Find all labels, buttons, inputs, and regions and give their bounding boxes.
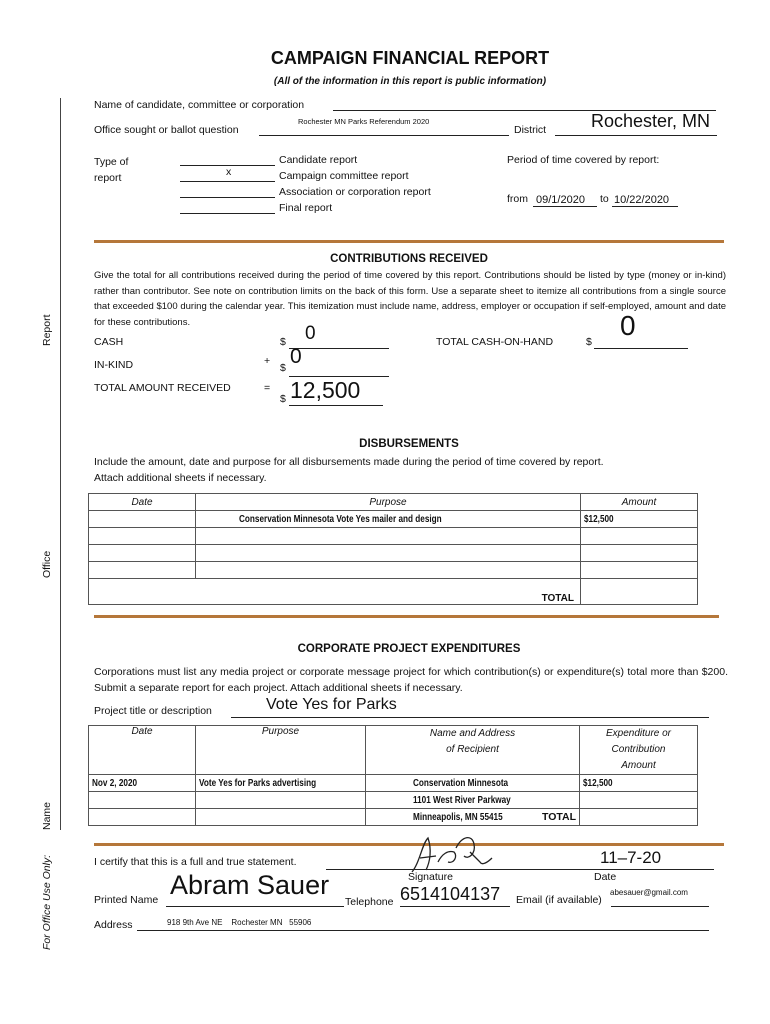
inkind-plus: + — [264, 355, 271, 367]
telephone-value: 6514104137 — [400, 884, 501, 904]
row-purpose-text: Conservation Minnesota Vote Yes mailer and design — [239, 513, 442, 525]
office-value: Rochester MN Parks Referendum 2020 — [298, 117, 430, 126]
disbursements-body-2: Attach additional sheets if necessary. — [94, 472, 267, 484]
email-value: abesauer@gmail.com — [610, 888, 688, 897]
cash-field[interactable] — [289, 347, 389, 349]
row-recipient[interactable] — [366, 792, 580, 809]
row-amount[interactable] — [580, 809, 698, 826]
printed-name-field[interactable] — [166, 905, 344, 907]
row-purpose[interactable] — [196, 528, 581, 545]
col-exp-line2: Contribution — [611, 744, 666, 755]
type-label — [94, 154, 128, 186]
col-exp-line1: Expenditure or — [605, 728, 672, 739]
project-field[interactable] — [231, 716, 709, 718]
row-date[interactable] — [89, 511, 196, 528]
certify-statement: I certify that this is a full and true statement. — [94, 856, 297, 868]
cash-on-hand-value: 0 — [620, 310, 636, 341]
corporate-heading: CORPORATE PROJECT EXPENDITURES — [297, 643, 521, 655]
type-option-mark: x — [226, 166, 232, 178]
type-option-association[interactable] — [180, 186, 460, 202]
printed-name-label: Printed Name — [94, 894, 159, 906]
margin-label-office-use: For Office Use Only: — [41, 854, 53, 950]
cash-dollar: $ — [280, 336, 286, 348]
margin-rule — [60, 98, 61, 830]
disbursements-table — [88, 493, 698, 605]
period-to-label: to — [600, 193, 609, 205]
col-date: Date — [89, 494, 196, 511]
district-label: District — [514, 124, 547, 136]
col-purpose: Purpose — [196, 494, 581, 511]
table-row[interactable] — [89, 545, 698, 562]
row-date[interactable] — [89, 775, 196, 792]
disbursements-total-amount[interactable] — [581, 579, 698, 605]
disbursements-body-1: Include the amount, date and purpose for all disbursements made during the period of time covered by report. — [94, 456, 604, 468]
col-date: Date — [89, 726, 196, 775]
total-received-value: 12,500 — [290, 377, 361, 403]
corporate-total-label: TOTAL — [541, 811, 576, 823]
table-row[interactable] — [89, 511, 698, 528]
row-date[interactable] — [89, 562, 196, 579]
table-header-row — [89, 494, 698, 511]
type-option-label: Final report — [279, 202, 333, 214]
period-from-value: 09/1/2020 — [536, 194, 585, 206]
total-dollar: $ — [280, 393, 286, 405]
col-amount: Amount — [581, 494, 698, 511]
row-purpose[interactable] — [196, 511, 581, 528]
email-label: Email (if available) — [516, 894, 602, 906]
section-divider — [94, 240, 724, 243]
address-value: 918 9th Ave NE Rochester MN 55906 — [167, 918, 312, 927]
disbursements-total-label — [89, 579, 581, 605]
col-exp-line3: Amount — [621, 760, 656, 771]
table-row[interactable] — [89, 792, 698, 809]
row-purpose[interactable] — [196, 809, 366, 826]
signature-label: Signature — [408, 871, 453, 883]
row-amount[interactable] — [581, 562, 698, 579]
name-label: Name of candidate, committee or corporation — [94, 99, 305, 111]
type-option-line — [180, 181, 275, 182]
section-divider — [94, 615, 719, 618]
row-purpose[interactable] — [196, 545, 581, 562]
col-purpose: Purpose — [196, 726, 366, 775]
table-row[interactable] — [89, 528, 698, 545]
row-date[interactable] — [89, 809, 196, 826]
type-option-label: Candidate report — [279, 154, 358, 166]
row-recipient-line2: 1101 West River Parkway — [413, 794, 511, 806]
district-field[interactable] — [555, 134, 717, 136]
row-amount[interactable] — [581, 511, 698, 528]
row-recipient-line3: Minneapolis, MN 55415 — [413, 811, 503, 823]
contributions-body: Give the total for all contributions received during the period of time covered by this report. Contributions should be listed by type (money or in-kind) rather than contributor. See note on contribution limits on the back of this form. Use a separate sheet to itemize all contributions from a single source that exceeded $100 during the calendar year. This itemization must include name, address, employer or occupation if self-employed, amount and date for these contributions. — [94, 270, 726, 328]
period-to-value: 10/22/2020 — [614, 194, 670, 206]
district-value: Rochester, MN — [591, 111, 711, 131]
type-option-label: Association or corporation report — [279, 186, 431, 198]
table-row[interactable] — [89, 562, 698, 579]
inkind-dollar: $ — [280, 362, 286, 374]
date-label: Date — [594, 871, 617, 883]
row-amount[interactable] — [580, 775, 698, 792]
printed-name-value: Abram Sauer — [170, 870, 330, 900]
project-value: Vote Yes for Parks — [266, 696, 397, 713]
telephone-label: Telephone — [345, 896, 394, 908]
row-amount[interactable] — [581, 528, 698, 545]
address-field[interactable] — [137, 929, 709, 931]
type-option-label: Campaign committee report — [279, 170, 409, 182]
table-header-row — [89, 726, 698, 775]
cash-label: CASH — [94, 336, 124, 348]
row-recipient-line1: Conservation Minnesota — [413, 777, 509, 789]
type-option-line — [180, 197, 275, 198]
margin-label-office: Office — [41, 550, 53, 578]
row-date[interactable] — [89, 528, 196, 545]
total-label-text: TOTAL — [541, 593, 574, 604]
corporate-body: Corporations must list any media project or corporate message project for which contribution(s) or expenditure(s) total more than $200. Submit a separate report for each project. Attach additional sheets if necessary. — [94, 666, 728, 694]
total-received-label: TOTAL AMOUNT RECEIVED — [94, 382, 231, 394]
date-value: 11–7-20 — [600, 848, 662, 867]
row-amount[interactable] — [580, 792, 698, 809]
row-date-text: Nov 2, 2020 — [92, 777, 138, 789]
total-received-field[interactable] — [289, 404, 383, 406]
telephone-field[interactable] — [400, 905, 510, 907]
row-recipient[interactable] — [366, 775, 580, 792]
type-label-line1: Type of — [94, 156, 129, 168]
cash-on-hand-label: TOTAL CASH-ON-HAND — [436, 336, 554, 348]
type-option-final[interactable] — [180, 202, 430, 218]
type-option-candidate[interactable] — [180, 154, 430, 170]
row-purpose[interactable] — [196, 792, 366, 809]
address-label: Address — [94, 919, 133, 931]
email-field[interactable] — [611, 905, 709, 907]
cash-on-hand-field[interactable] — [594, 347, 688, 349]
margin-label-report: Report — [41, 314, 53, 346]
signature-field[interactable] — [326, 868, 714, 870]
row-purpose-text: Vote Yes for Parks advertising — [199, 777, 317, 789]
type-option-line — [180, 213, 275, 214]
office-label: Office sought or ballot question — [94, 124, 239, 136]
row-amount[interactable] — [581, 545, 698, 562]
row-date[interactable] — [89, 792, 196, 809]
row-purpose[interactable] — [196, 775, 366, 792]
col-recipient — [366, 726, 580, 775]
cash-value: 0 — [305, 323, 316, 344]
inkind-value: 0 — [290, 345, 302, 368]
col-recipient-line2: of Recipient — [446, 744, 499, 755]
table-row[interactable] — [89, 809, 698, 826]
disbursements-heading: DISBURSEMENTS — [359, 438, 459, 450]
margin-label-name: Name — [41, 801, 53, 830]
office-field[interactable] — [259, 134, 509, 136]
period-from-label: from — [507, 193, 528, 205]
row-purpose[interactable] — [196, 562, 581, 579]
col-recipient-line1: Name and Address — [429, 728, 516, 739]
type-option-committee[interactable] — [180, 166, 430, 186]
corporate-table — [88, 725, 698, 826]
contributions-heading: CONTRIBUTIONS RECEIVED — [330, 253, 488, 265]
inkind-label: IN-KIND — [94, 359, 134, 371]
row-amount-text: $12,500 — [584, 513, 614, 525]
col-expenditure — [580, 726, 698, 775]
page-title: CAMPAIGN FINANCIAL REPORT — [270, 48, 550, 68]
page-subtitle: (All of the information in this report is public information) — [273, 76, 547, 87]
row-date[interactable] — [89, 545, 196, 562]
table-row[interactable] — [89, 775, 698, 792]
type-label-line2: report — [94, 172, 122, 184]
table-total-row — [89, 579, 698, 605]
row-recipient[interactable] — [366, 809, 580, 826]
total-equals: = — [264, 382, 271, 394]
project-label: Project title or description — [94, 705, 212, 717]
period-label: Period of time covered by report: — [507, 154, 660, 166]
coh-dollar: $ — [586, 336, 592, 348]
row-amount-text: $12,500 — [583, 777, 613, 789]
